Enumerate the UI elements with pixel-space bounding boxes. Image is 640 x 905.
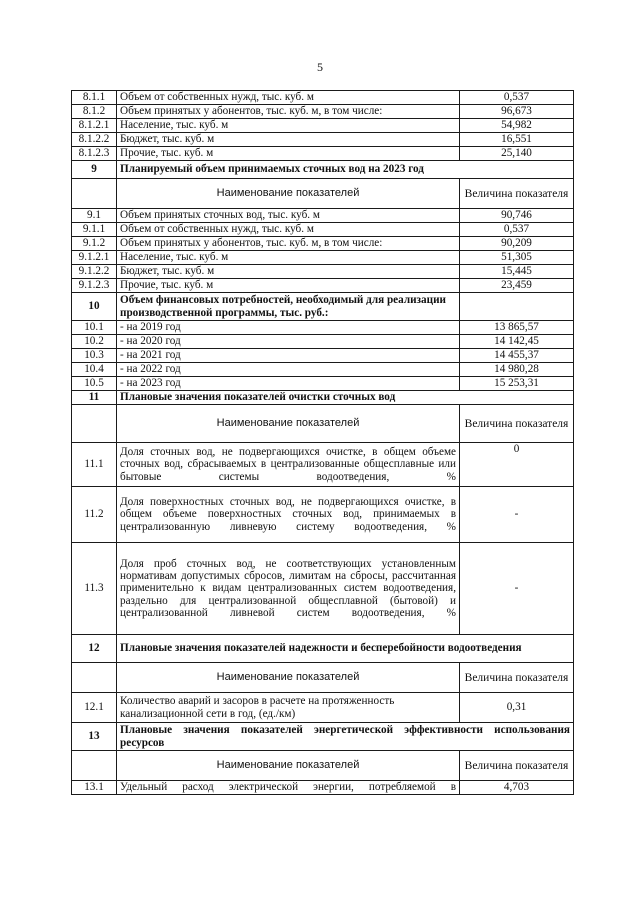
section-header	[72, 635, 574, 663]
row-value: 0,31	[460, 693, 574, 723]
row-value: 14 455,37	[460, 349, 574, 363]
table-row	[72, 209, 574, 223]
row-name: - на 2020 год	[117, 335, 460, 349]
row-number: 8.1.2.3	[72, 147, 117, 161]
row-name: Объем от собственных нужд, тыс. куб. м	[117, 91, 460, 105]
section-number: 9	[72, 161, 117, 179]
table-row	[72, 377, 574, 391]
row-value: 16,551	[460, 133, 574, 147]
section-number: 12	[72, 635, 117, 663]
column-header-name: Наименование показателей	[117, 751, 460, 781]
row-number: 11.1	[72, 443, 117, 487]
row-value: 14 142,45	[460, 335, 574, 349]
section-number: 10	[72, 293, 117, 321]
row-name: - на 2021 год	[117, 349, 460, 363]
row-value: 90,209	[460, 237, 574, 251]
row-value: -	[460, 487, 574, 543]
section-title: Плановые значения показателей энергетической эффективности использования ресурсов	[117, 723, 574, 751]
table-row	[72, 237, 574, 251]
row-name: - на 2023 год	[117, 377, 460, 391]
row-value: 23,459	[460, 279, 574, 293]
row-number: 10.2	[72, 335, 117, 349]
row-name: Население, тыс. куб. м	[117, 251, 460, 265]
section-header	[72, 391, 574, 405]
row-number: 9.1.2.2	[72, 265, 117, 279]
row-name: Прочие, тыс. куб. м	[117, 279, 460, 293]
row-name: Удельный расход электрической энергии, потребляемой в	[117, 781, 460, 795]
column-header-value: Величина показателя	[460, 751, 574, 781]
row-value: 0,537	[460, 91, 574, 105]
row-number: 10.5	[72, 377, 117, 391]
table-row	[72, 781, 574, 795]
row-number: 8.1.1	[72, 91, 117, 105]
row-value: 15 253,31	[460, 377, 574, 391]
table-row	[72, 105, 574, 119]
row-number: 8.1.2	[72, 105, 117, 119]
table-row	[72, 443, 574, 487]
column-header-name: Наименование показателей	[117, 179, 460, 209]
column-header-row	[72, 663, 574, 693]
table-row	[72, 119, 574, 133]
section-title: Объем финансовых потребностей, необходимый для реализации производственной программы, тыс. руб.:	[117, 293, 460, 321]
section-title: Плановые значения показателей очистки сточных вод	[117, 391, 574, 405]
row-name: Объем принятых у абонентов, тыс. куб. м, в том числе:	[117, 237, 460, 251]
table-row	[72, 349, 574, 363]
row-value: 25,140	[460, 147, 574, 161]
column-header-value: Величина показателя	[460, 405, 574, 443]
row-value: 51,305	[460, 251, 574, 265]
row-value: -	[460, 543, 574, 635]
indicators-table	[71, 90, 574, 795]
row-number: 9.1.2.3	[72, 279, 117, 293]
table-row	[72, 335, 574, 349]
table-row	[72, 91, 574, 105]
row-number: 12.1	[72, 693, 117, 723]
table-row	[72, 487, 574, 543]
row-name: - на 2022 год	[117, 363, 460, 377]
column-header-row	[72, 751, 574, 781]
row-value: 96,673	[460, 105, 574, 119]
row-number: 10.4	[72, 363, 117, 377]
section-title: Планируемый объем принимаемых сточных вод на 2023 год	[117, 161, 574, 179]
page-number: 5	[317, 60, 323, 74]
table-row	[72, 133, 574, 147]
row-number: 8.1.2.1	[72, 119, 117, 133]
row-number: 10.3	[72, 349, 117, 363]
row-number: 9.1.2.1	[72, 251, 117, 265]
column-header-value: Величина показателя	[460, 663, 574, 693]
table-row	[72, 321, 574, 335]
row-value: 0,537	[460, 223, 574, 237]
row-value: 90,746	[460, 209, 574, 223]
column-header-name: Наименование показателей	[117, 663, 460, 693]
row-number: 9.1	[72, 209, 117, 223]
section-number: 13	[72, 723, 117, 751]
row-name: Доля проб сточных вод, не соответствующих установленным нормативам допустимых сбросов, лимитам на сбросы, рассчитанная применительно к видам централизованных систем водоотведения, раздельно для централизованной общесплавной (бытовой) и централизованной ливневой систем водоотведения, %	[117, 543, 460, 635]
column-header-row	[72, 179, 574, 209]
row-value: 13 865,57	[460, 321, 574, 335]
row-name: Доля поверхностных сточных вод, не подвергающихся очистке, в общем объеме поверхностных сточных вод, принимаемых в централизованную ливневую систему водоотведения, %	[117, 487, 460, 543]
column-header-row	[72, 405, 574, 443]
section-number: 11	[72, 391, 117, 405]
section-title: Плановые значения показателей надежности и бесперебойности водоотведения	[117, 635, 574, 663]
table-row	[72, 265, 574, 279]
row-name: Население, тыс. куб. м	[117, 119, 460, 133]
row-number: 11.3	[72, 543, 117, 635]
column-header-value: Величина показателя	[460, 179, 574, 209]
row-name: Объем принятых у абонентов, тыс. куб. м, в том числе:	[117, 105, 460, 119]
table-row	[72, 363, 574, 377]
section-header	[72, 723, 574, 751]
row-number: 13.1	[72, 781, 117, 795]
table-row	[72, 693, 574, 723]
table-row	[72, 147, 574, 161]
table-row	[72, 251, 574, 265]
row-name: Объем принятых сточных вод, тыс. куб. м	[117, 209, 460, 223]
row-name: Прочие, тыс. куб. м	[117, 147, 460, 161]
row-name: Бюджет, тыс. куб. м	[117, 265, 460, 279]
row-name: - на 2019 год	[117, 321, 460, 335]
row-name: Объем от собственных нужд, тыс. куб. м	[117, 223, 460, 237]
row-value: 15,445	[460, 265, 574, 279]
table-row	[72, 223, 574, 237]
row-name: Количество аварий и засоров в расчете на протяженность канализационной сети в год, (ед./км)	[117, 693, 460, 723]
row-number: 9.1.2	[72, 237, 117, 251]
row-name: Доля сточных вод, не подвергающихся очистке, в общем объеме сточных вод, сбрасываемых в централизованные общесплавные или бытовые системы водоотведения, %	[117, 443, 460, 487]
section-header	[72, 293, 574, 321]
row-number: 10.1	[72, 321, 117, 335]
row-number: 11.2	[72, 487, 117, 543]
row-value: 0	[460, 443, 574, 487]
table-row	[72, 543, 574, 635]
row-value: 4,703	[460, 781, 574, 795]
column-header-name: Наименование показателей	[117, 405, 460, 443]
row-name: Бюджет, тыс. куб. м	[117, 133, 460, 147]
row-number: 8.1.2.2	[72, 133, 117, 147]
row-number: 9.1.1	[72, 223, 117, 237]
row-value: 54,982	[460, 119, 574, 133]
table-row	[72, 279, 574, 293]
row-value: 14 980,28	[460, 363, 574, 377]
section-header	[72, 161, 574, 179]
